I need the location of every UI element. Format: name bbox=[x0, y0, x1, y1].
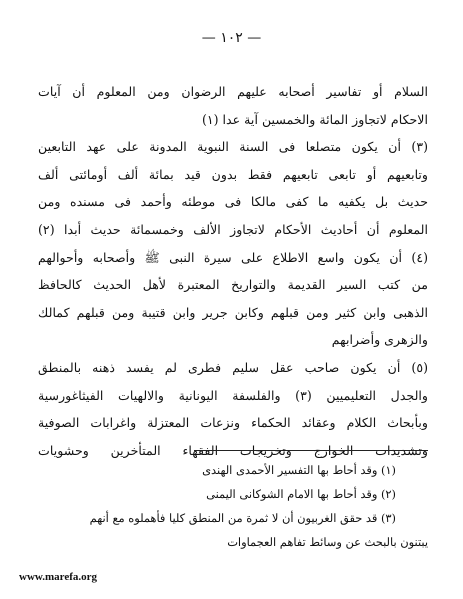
footnote-continuation: يبتنون بالبحث عن وسائط تفاهم العجماوات bbox=[227, 535, 428, 549]
text-line: والجدل التعليميين (٣) والفلسفة اليونانية والالهيات الفيثاغورسية bbox=[38, 387, 428, 403]
footnote: (٣) قد حقق الغربيون أن لا ثمرة من المنطق كليا فأهملوه مع أنهم bbox=[89, 511, 396, 525]
text-line: وبأبحاث الكلام وعقائد الحكماء ونزعات المعتزلة واغرابات الصوفية bbox=[38, 415, 428, 431]
text-line: الاحكام لاتجاوز المائة والخمسين آية عدا (١) bbox=[201, 111, 428, 127]
text-line: وتشديدات الخوارج وتخريجات الفقهاء المتأخرين وحشويات bbox=[38, 442, 428, 458]
text-line: حديث بل يكفيه ما كفى مالكا فى موطئه وأحمد فى مسنده ومن bbox=[38, 194, 428, 210]
text-line: (٣) أن يكون متصلعا فى السنة النبوية المدونة على عهد التابعين bbox=[38, 139, 428, 155]
footnote: (٢) وقد أحاط بها الامام الشوكانى اليمنى bbox=[206, 487, 396, 501]
footnote: (١) وقد أحاط بها التفسير الأحمدى الهندى bbox=[202, 463, 396, 477]
footnote-separator bbox=[194, 450, 428, 451]
page-number: — ١٠٢ — bbox=[201, 30, 262, 46]
text-line: المعلوم أن أحاديث الأحكام لاتجاوز الألف وخمسمائة حديث أبدا (٢) bbox=[38, 221, 428, 237]
website-url: www.marefa.org bbox=[19, 571, 97, 583]
text-line: والزهرى وأضرابهم bbox=[331, 332, 428, 348]
body-text bbox=[38, 78, 428, 464]
text-line: من كتب السير القديمة والتواريخ المعتبرة لأهل الحديث كالحافظ bbox=[38, 277, 428, 293]
footnotes bbox=[38, 458, 428, 554]
text-line: السلام أو تفاسير أصحابه عليهم الرضوان ومن المعلوم أن آيات bbox=[38, 84, 428, 99]
text-line: الذهبى وابن كثير ومن قبلهم وكابن جرير وابن قتيبة ومن قبلهم كمالك bbox=[38, 304, 428, 320]
text-line: (٥) أن يكون صاحب عقل سليم فطرى لم يفسد ذهنه بالمنطق bbox=[38, 359, 428, 375]
text-line: وتابعيهم أو تابعى تابعيهم فقط بدون قيد بمائة ألف أومائتى ألف bbox=[38, 166, 428, 182]
text-line: (٤) أن يكون واسع الاطلاع على سيرة النبى ﷺ وأصحابه وأحوالهم bbox=[38, 249, 428, 265]
